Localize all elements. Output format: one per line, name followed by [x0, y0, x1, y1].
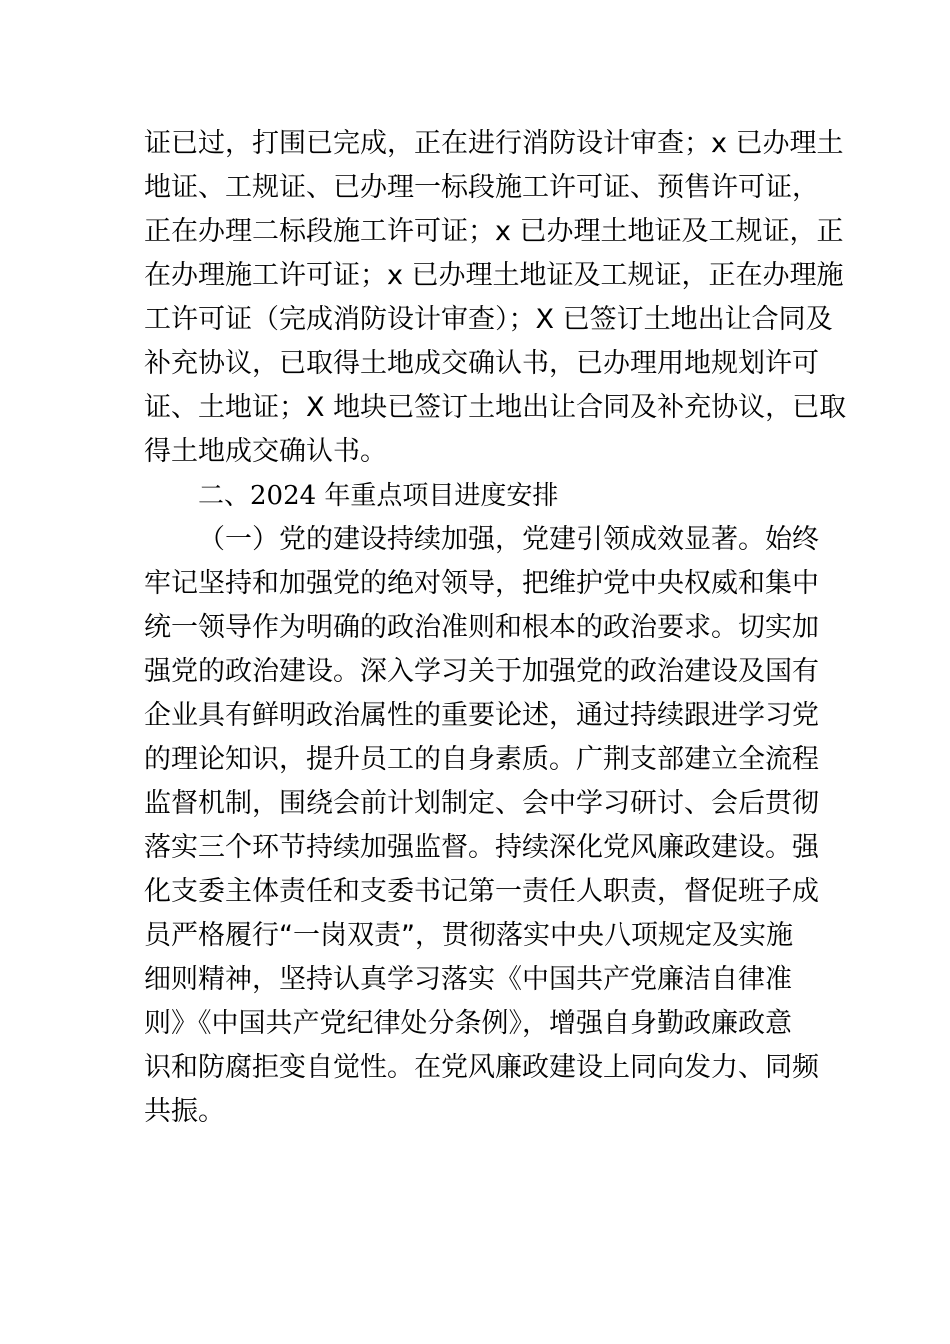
text-line: 在办理施工许可证；x 已办理土地证及工规证，正在办理施: [144, 260, 844, 291]
text-line: （一）党的建设持续加强，党建引领成效显著。始终: [198, 524, 819, 555]
text-line: 证已过，打围已完成，正在进行消防设计审查；x 已办理土: [144, 128, 844, 159]
paragraph-party-building: [144, 518, 819, 1134]
text-line: 员严格履行“一岗双责”，贯彻落实中央八项规定及实施: [144, 920, 793, 951]
text-line: 监督机制，围绕会前计划制定、会中学习研讨、会后贯彻: [144, 788, 819, 819]
text-line: 化支委主体责任和支委书记第一责任人职责，督促班子成: [144, 876, 819, 907]
text-line: 补充协议，已取得土地成交确认书，已办理用地规划许可: [144, 348, 819, 379]
text-line: 共振。: [144, 1096, 225, 1127]
text-line: 证、土地证；X 地块已签订土地出让合同及补充协议，已取: [144, 392, 847, 423]
text-line: 正在办理二标段施工许可证；x 已办理土地证及工规证，正: [144, 216, 844, 247]
text-line: 的理论知识，提升员工的自身素质。广荆支部建立全流程: [144, 744, 819, 775]
section-heading: 二、2024 年重点项目进度安排: [198, 481, 559, 511]
document-body: [144, 122, 847, 1134]
text-line: 牢记坚持和加强党的绝对领导，把维护党中央权威和集中: [144, 568, 819, 599]
text-line: 识和防腐拒变自觉性。在党风廉政建设上同向发力、同频: [144, 1052, 819, 1083]
text-line: 落实三个环节持续加强监督。持续深化党风廉政建设。强: [144, 832, 819, 863]
text-line: 则》《中国共产党纪律处分条例》，增强自身勤政廉政意: [144, 1008, 792, 1039]
paragraph-project-status: [144, 122, 847, 474]
text-line: 细则精神，坚持认真学习落实《中国共产党廉洁自律准: [144, 964, 792, 995]
text-line: 统一领导作为明确的政治准则和根本的政治要求。切实加: [144, 612, 819, 643]
text-line: 企业具有鲜明政治属性的重要论述，通过持续跟进学习党: [144, 700, 819, 731]
text-line: 工许可证（完成消防设计审查）；X 已签订土地出让合同及: [144, 304, 833, 335]
text-line: 得土地成交确认书。: [144, 436, 387, 467]
text-line: 强党的政治建设。深入学习关于加强党的政治建设及国有: [144, 656, 819, 687]
text-line: 地证、工规证、已办理一标段施工许可证、预售许可证，: [144, 172, 819, 203]
